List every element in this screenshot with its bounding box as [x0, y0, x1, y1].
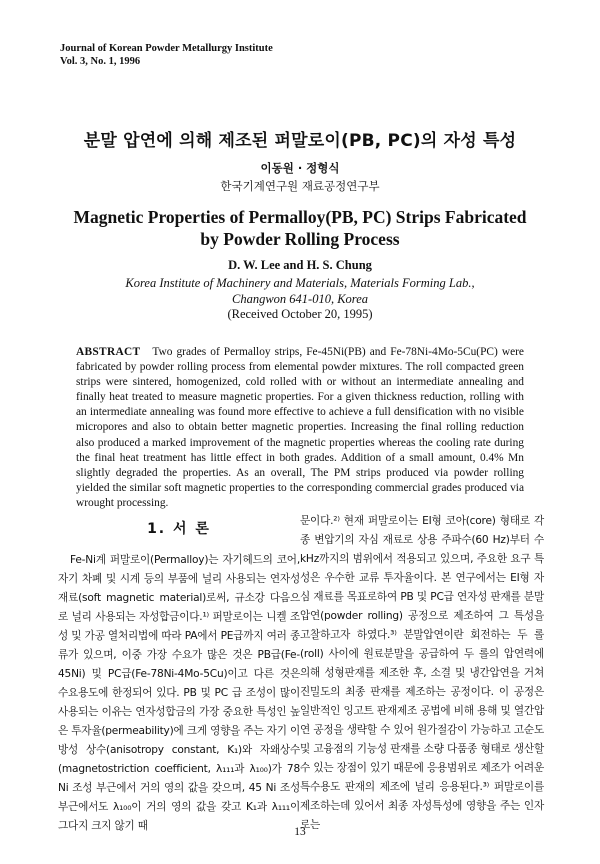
- section-heading: 1. 서 론: [147, 521, 211, 537]
- journal-name: Journal of Korean Powder Metallurgy Institute: [60, 43, 273, 54]
- abstract-label: ABSTRACT: [76, 346, 141, 358]
- received-date: (Received October 20, 1995): [227, 307, 373, 321]
- body-paragraph-left: Fe-Ni계 퍼말로이(Permalloy)는 자기헤드의 코어, 자기 차폐 및 시계 등의 부품에 널리 사용되는 연자성 재료(soft magnetic material)로써, 규소강 다음으로 널리 사용되는 자성합금이다.¹⁾ 퍼말로이는 니켈 조성 및 가공 열처리법에 따라 PA에서 PE급까지 여러 종류가 있으며, 이중 가장 수요가 많은 것은 PB급(Fe-45Ni) 및 PC급(Fe-78Ni-4Mo-5Cu)이고 다른 것은 수요용도에 한정되어 있다. PB 및 PC 급 조성이 많이 사용되는 이유는 연자성합금의 가장 중요한 특성인 높은 투자율(permeability)에 크게 영향을 주는 자기 이방성 상수(anisotropy constant, K₁)와 자왜상수(magnetostriction coefficient, λ₁₁₁과 λ₁₀₀)가 78 Ni 조성 부근에서 거의 영의 값을 갖으며, 45 Ni 조성 부근에서도 λ₁₀₀이 거의 영의 값을 갖고 K₁과 λ₁₁₁이 그다지 크지 않기 때: [58, 554, 300, 832]
- body-paragraph-right: 문이다.²⁾ 현재 퍼말로이는 EI형 코아(core) 형태로 각종 변압기의 자심 재료로 상용 주파수(60 Hz)부터 수 kHz까지의 범위에서 적용되고 있으며, 주요한 요구 특성은 우수한 교류 투자율이다. 본 연구에서는 EI형 자심 재료를 목표로하여 PB 및 PC급 연자성 판재를 분말압연(powder rolling) 공정으로 제조하여 그 특성을 고찰하고자 하였다.³⁾ 분말압연이란 회전하는 두 롤(roll) 사이에 원료분말을 공급하여 두 롤의 압연력에 의해 성형판재를 제조한 후, 소결 및 냉간압연을 거쳐 진밀도의 최종 판재를 제조하는 공정이다. 이 공정은 일반적인 잉고트 판재제조 공법에 비해 용해 및 열간압연 공정을 생략할 수 있어 원가절감이 가능하고 고순도 및 고융점의 기능성 판재를 소량 다품종 형태로 생산할 수 있는 장점이 있기 때문에 응용범위로 제조가 어려운 특수용도 판재의 제조에 널리 응용된다.³⁾ 퍼말로이를 제조하는데 있어서 최종 자성특성에 영향을 주는 인자로는: [300, 515, 544, 831]
- korean-institute: 한국기계연구원 재료공정연구부: [220, 179, 380, 193]
- korean-authors: 이동원 · 정형식: [260, 161, 340, 175]
- english-title: [0, 206, 600, 250]
- english-title-line1: Magnetic Properties of Permalloy(PB, PC) Strips Fabricated: [73, 207, 527, 227]
- english-title-line2: by Powder Rolling Process: [200, 229, 400, 249]
- institute-line1: Korea Institute of Machinery and Materials, Materials Forming Lab.,: [125, 276, 475, 290]
- institute-line2: Changwon 641-010, Korea: [232, 292, 368, 306]
- journal-header: [60, 42, 273, 68]
- english-authors: D. W. Lee and H. S. Chung: [228, 258, 372, 272]
- journal-volume: Vol. 3, No. 1, 1996: [60, 56, 141, 67]
- right-column: [300, 512, 544, 835]
- abstract-text: Two grades of Permalloy strips, Fe-45Ni(PB) and Fe-78Ni-4Mo-5Cu(PC) were fabricated by powder rolling process from elemental powder mixtures. The roll compacted green strips were sintered, homogenized, cold rolled with or without an intermediate annealing and finally heat treated to measure magnetic properties. For a given thickness reduction, rolling with an intermediate annealing was found more effective to achieve a full densification with no visible micropores and also to obtain better magnetic properties. Increasing the final rolling reduction also produced a marked improvement of the magnetic properties whereas the cooling rate during the final heat treatment has little effect in both grades. Addition of a small amount, 0.4% Mn slightly degraded the properties. As an overall, The PM strips produced via powder rolling yielded the similar soft magnetic properties to the corresponding commercial grades produced via wrought processing.: [76, 346, 524, 509]
- left-column: [58, 512, 300, 836]
- abstract: [76, 345, 524, 511]
- page-number: 13: [294, 826, 306, 838]
- korean-title: 분말 압연에 의해 제조된 퍼말로이(PB, PC)의 자성 특성: [83, 131, 517, 151]
- english-institute: [0, 275, 600, 307]
